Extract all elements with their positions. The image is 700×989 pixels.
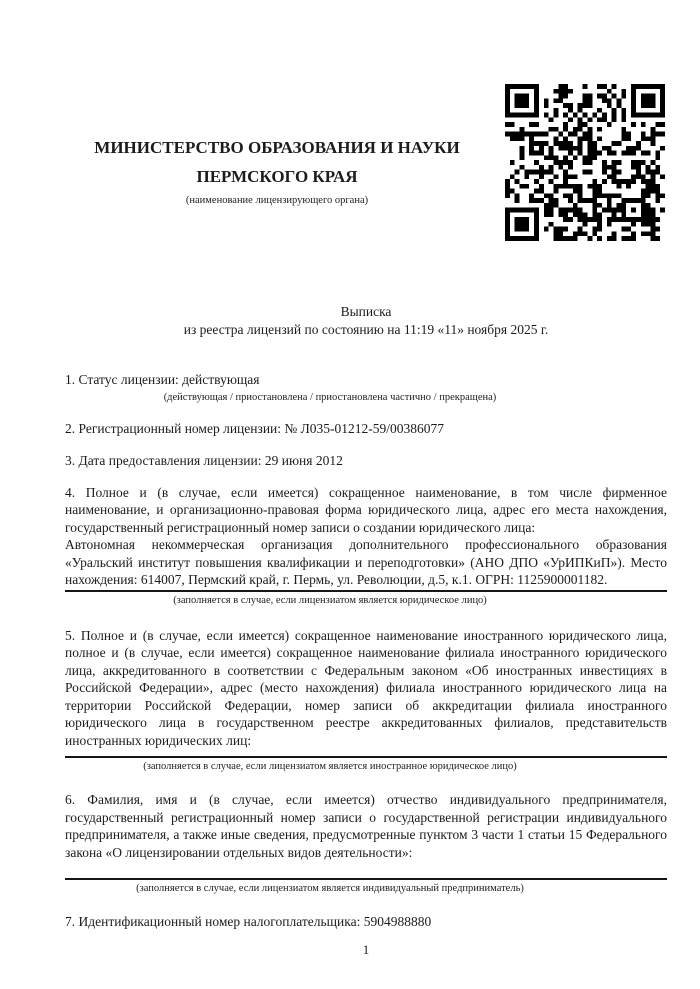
authority-caption: (наименование лицензирующего органа) [185, 195, 369, 206]
item-3-license-date: 3. Дата предоставления лицензии: 29 июня 2012 [65, 453, 343, 468]
item-4-question: 4. Полное и (в случае, если имеется) сокращенное наименование, в том числе фирменное наименование, и организационно-правовая форма юридического лица, адрес его места нахождения, государственный регистрационный номер записи о создании юридического лица: [65, 484, 667, 535]
ministry-name-line2: ПЕРМСКОГО КРАЯ [196, 167, 358, 186]
item-2-registration-number: 2. Регистрационный номер лицензии: № Л035-01212-59/00386077 [65, 420, 445, 436]
item-5-question: 5. Полное и (в случае, если имеется) сокращенное наименование иностранного юридического лица, полное и (в случае, если имеется) сокращенное наименование филиала иностранного юридического лица, аккредитованного в соответствии с Федеральным законом «Об иностранных инвестициях в Российской Федерации», адрес (место нахождения) филиала иностранного юридического лица на территории Российской Федерации, номер записи об аккредитации филиала иностранного юридического лица в государственном реестре аккредитованных филиалов, представительств иностранных юридических лиц: [65, 627, 667, 748]
item-6-caption: (заполняется в случае, если лицензиатом является индивидуальный предприниматель) [136, 883, 524, 894]
title-line: Выписка [340, 304, 392, 319]
fill-line [65, 756, 667, 758]
subtitle-line: из реестра лицензий по состоянию на 11:19 «11» ноября 2025 г. [183, 321, 549, 337]
page-number: 1 [362, 941, 370, 957]
document-title [65, 303, 667, 338]
document-body [65, 0, 667, 958]
fill-line [65, 590, 667, 592]
item-6-question: 6. Фамилия, имя и (в случае, если имеется) отчество индивидуального предпринимателя, государственный регистрационный номер записи о государственной регистрации индивидуального предпринимателя, а также иные сведения, предусмотренные пунктом 3 части 1 статьи 15 Федерального закона «О лицензировании отдельных видов деятельности»: [65, 792, 667, 860]
item-1-license-status: 1. Статус лицензии: действующая [65, 372, 260, 387]
item-1-caption: (действующая / приостановлена / приостановлена частично / прекращена) [163, 391, 497, 403]
item-7-taxpayer-number: 7. Идентификационный номер налогоплательщика: 5904988880 [65, 914, 432, 929]
item-4-caption: (заполняется в случае, если лицензиатом является юридическое лицо) [173, 594, 487, 606]
fill-line [65, 878, 667, 880]
item-4-answer: Автономная некоммерческая организация дополнительного профессионального образования «Уральский институт повышения квалификации и переподготовки» (АНО ДПО «УрИПКиП»). Место нахождения: 614007, Пермский край, г. Пермь, ул. Революции, д.5, к.1. ОГРН: 1125900001182. [65, 537, 667, 587]
ministry-name-line1: МИНИСТЕРСТВО ОБРАЗОВАНИЯ И НАУКИ [94, 138, 460, 157]
item-5-caption: (заполняется в случае, если лицензиатом является иностранное юридическое лицо) [143, 761, 517, 772]
